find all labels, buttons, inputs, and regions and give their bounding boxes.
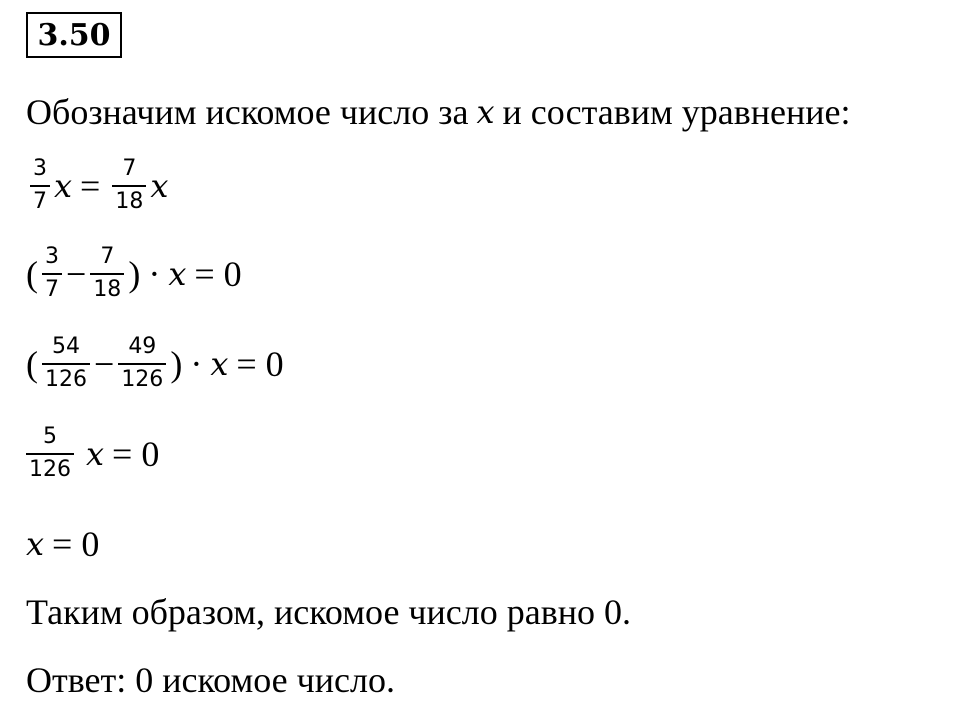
denominator: 126 xyxy=(121,367,164,392)
fraction-bar xyxy=(90,273,124,275)
variable: x xyxy=(86,434,105,473)
fraction xyxy=(42,336,90,391)
fraction xyxy=(118,336,166,391)
denominator: 7 xyxy=(33,189,47,214)
denominator: 7 xyxy=(45,277,59,302)
denominator: 18 xyxy=(93,277,122,302)
dot-operator: · xyxy=(148,253,161,294)
variable: x xyxy=(168,254,187,293)
equals-zero: = 0 xyxy=(112,433,160,474)
equals-zero: = 0 xyxy=(236,343,284,384)
fraction-bar xyxy=(118,363,166,365)
conclusion-text: Таким образом, искомое число равно 0. xyxy=(26,592,631,632)
numerator: 5 xyxy=(43,424,57,449)
variable: x xyxy=(210,344,229,383)
equals-zero: = 0 xyxy=(52,524,100,564)
intro-line xyxy=(26,94,851,130)
variable: x xyxy=(150,166,169,205)
minus-sign: − xyxy=(94,343,115,384)
numerator: 49 xyxy=(128,334,157,359)
open-paren: ( xyxy=(26,343,38,384)
dot-operator: · xyxy=(190,343,203,384)
denominator: 126 xyxy=(45,367,87,392)
open-paren: ( xyxy=(26,253,38,294)
intro-variable: x xyxy=(476,93,495,131)
fraction-bar xyxy=(26,453,74,455)
numerator: 7 xyxy=(122,156,137,181)
numerator: 3 xyxy=(33,156,47,181)
equation-1 xyxy=(26,158,168,213)
fraction-bar xyxy=(42,363,90,365)
problem-number: 3.50 xyxy=(26,12,122,58)
equation-5 xyxy=(26,526,99,562)
fraction xyxy=(30,158,50,213)
variable: x xyxy=(26,525,45,563)
numerator: 7 xyxy=(100,244,115,269)
fraction xyxy=(90,246,124,301)
minus-sign: − xyxy=(66,253,87,294)
fraction-bar xyxy=(42,273,62,275)
close-paren: ) xyxy=(170,343,183,384)
equation-3 xyxy=(26,336,284,391)
close-paren: ) xyxy=(128,253,141,294)
numerator: 3 xyxy=(45,244,59,269)
numerator: 54 xyxy=(52,334,80,359)
fraction xyxy=(42,246,62,301)
variable: x xyxy=(54,166,73,205)
fraction-bar xyxy=(30,185,50,187)
answer-text: Ответ: 0 искомое число. xyxy=(26,660,395,700)
equals-sign: = xyxy=(80,165,101,206)
fraction xyxy=(26,426,74,481)
equation-4 xyxy=(26,426,159,481)
fraction xyxy=(112,158,146,213)
intro-text-before: Обозначим искомое число за xyxy=(26,92,469,132)
denominator: 18 xyxy=(115,189,144,214)
fraction-bar xyxy=(112,185,146,187)
denominator: 126 xyxy=(29,457,71,482)
equals-zero: = 0 xyxy=(194,253,242,294)
intro-text-after: и составим уравнение: xyxy=(502,92,851,132)
equation-2 xyxy=(26,246,242,301)
